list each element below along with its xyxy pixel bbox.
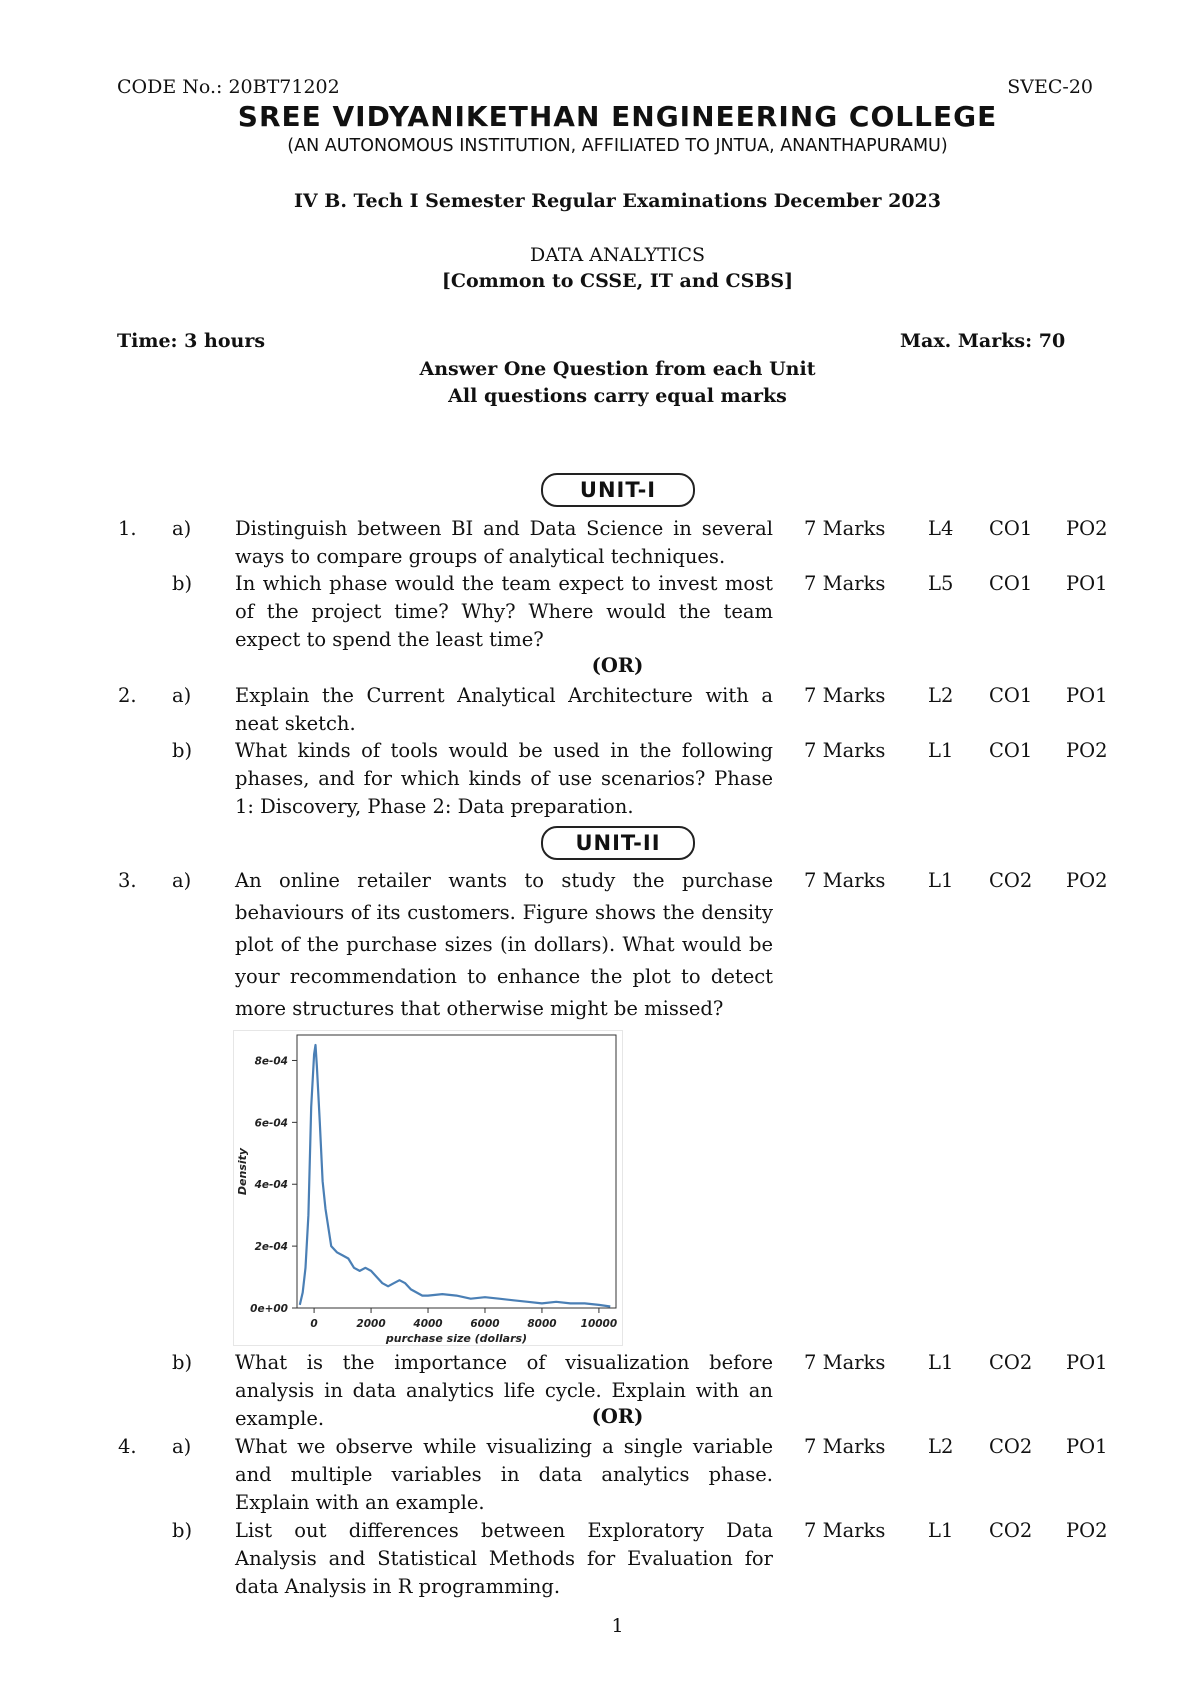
question-number-1: 1.: [118, 517, 137, 540]
q1a-level: L4: [928, 517, 954, 540]
q3a-po: PO2: [1066, 869, 1108, 892]
q4a-level: L2: [928, 1435, 954, 1458]
y-tick-label: 4e-04: [254, 1179, 288, 1192]
instruction-answer-one: Answer One Question from each Unit: [419, 358, 816, 380]
q3b-po: PO1: [1066, 1351, 1108, 1374]
q3b-co: CO2: [989, 1351, 1033, 1374]
x-axis-label: purchase size (dollars): [385, 1332, 528, 1345]
x-tick-label: 6000: [470, 1318, 500, 1330]
q1a-co: CO1: [989, 517, 1033, 540]
y-tick-label: 2e-04: [254, 1241, 288, 1254]
q1a-po: PO2: [1066, 517, 1108, 540]
max-marks: Max. Marks: 70: [900, 330, 1066, 352]
q4a-marks: 7 Marks: [804, 1435, 886, 1458]
question-number-4: 4.: [118, 1435, 137, 1458]
q3a-part: a): [172, 869, 192, 892]
q2b-part: b): [172, 739, 193, 762]
q3a-co: CO2: [989, 869, 1033, 892]
exam-duration: Time: 3 hours: [117, 330, 266, 352]
q4b-level: L1: [928, 1519, 954, 1542]
q3a-marks: 7 Marks: [804, 869, 886, 892]
q4b-marks: 7 Marks: [804, 1519, 886, 1542]
q2a-level: L2: [928, 684, 954, 707]
x-tick-label: 4000: [413, 1318, 443, 1330]
q4b-text: List out differences between Exploratory Data Analysis and Statistical Methods for Evaluation for data Analysis in R programming.: [235, 1519, 773, 1598]
subject-title: DATA ANALYTICS: [529, 244, 706, 266]
q2a-marks: 7 Marks: [804, 684, 886, 707]
q2a-text: Explain the Current Analytical Architecture with a neat sketch.: [235, 684, 773, 735]
x-tick-label: 10000: [580, 1318, 618, 1330]
q1a-marks: 7 Marks: [804, 517, 886, 540]
q4a-co: CO2: [989, 1435, 1033, 1458]
q3a-level: L1: [928, 869, 954, 892]
q4a-part: a): [172, 1435, 192, 1458]
y-axis-label: Density: [236, 1147, 249, 1196]
y-tick-label: 0e+00: [250, 1303, 288, 1315]
q1b-level: L5: [928, 572, 954, 595]
paper-code: CODE No.: 20BT71202: [117, 76, 340, 98]
q1a-text: Distinguish between BI and Data Science in several ways to compare groups of analytical techniques.: [235, 517, 773, 568]
q1b-po: PO1: [1066, 572, 1108, 595]
or-separator-unit2: (OR): [591, 1405, 644, 1428]
q4b-po: PO2: [1066, 1519, 1108, 1542]
y-tick-label: 6e-04: [254, 1117, 288, 1130]
x-tick-label: 0: [310, 1318, 318, 1330]
exam-title: IV B. Tech I Semester Regular Examinations December 2023: [294, 190, 941, 212]
q2b-po: PO2: [1066, 739, 1108, 762]
q2a-part: a): [172, 684, 192, 707]
q4a-po: PO1: [1066, 1435, 1108, 1458]
density-plot-figure: [233, 1030, 623, 1346]
regulation-code: SVEC-20: [1007, 76, 1093, 98]
y-tick-label: 8e-04: [254, 1055, 288, 1068]
q3b-text: What is the importance of visualization before analysis in data analytics life cycle. Explain with an example.: [235, 1351, 773, 1430]
q4b-co: CO2: [989, 1519, 1033, 1542]
q3b-level: L1: [928, 1351, 954, 1374]
q1b-text: In which phase would the team expect to invest most of the project time? Why? Where would the team expect to spend the least time?: [235, 572, 773, 651]
q2a-po: PO1: [1066, 684, 1108, 707]
or-separator-unit1: (OR): [591, 654, 644, 677]
q3a-text: An online retailer wants to study the purchase behaviours of its customers. Figure shows the density plot of the purchase sizes (in dollars). What would be your recommendation to enhance the plot to detect more structures that otherwise might be missed?: [235, 869, 773, 1020]
x-tick-label: 8000: [527, 1318, 557, 1330]
q3b-part: b): [172, 1351, 193, 1374]
q2b-text: What kinds of tools would be used in the following phases, and for which kinds of use scenarios? Phase 1: Discovery, Phase 2: Data preparation.: [235, 739, 773, 818]
unit-1-heading: UNIT-I: [541, 473, 695, 507]
instruction-equal-marks: All questions carry equal marks: [448, 385, 787, 407]
q3b-marks: 7 Marks: [804, 1351, 886, 1374]
q1b-part: b): [172, 572, 193, 595]
plot-panel: [297, 1035, 616, 1308]
q4b-part: b): [172, 1519, 193, 1542]
q2a-co: CO1: [989, 684, 1033, 707]
q1b-co: CO1: [989, 572, 1033, 595]
q2b-level: L1: [928, 739, 954, 762]
question-number-2: 2.: [118, 684, 137, 707]
common-branches: [Common to CSSE, IT and CSBS]: [441, 270, 794, 292]
q4a-text: What we observe while visualizing a single variable and multiple variables in data analytics phase. Explain with an example.: [235, 1435, 773, 1514]
college-name: SREE VIDYANIKETHAN ENGINEERING COLLEGE: [237, 100, 998, 133]
x-tick-label: 2000: [356, 1318, 386, 1330]
q1a-part: a): [172, 517, 192, 540]
college-affiliation: (AN AUTONOMOUS INSTITUTION, AFFILIATED TO JNTUA, ANANTHAPURAMU): [287, 136, 948, 156]
density-plot: [233, 1030, 623, 1346]
q2b-marks: 7 Marks: [804, 739, 886, 762]
q1b-marks: 7 Marks: [804, 572, 886, 595]
question-number-3: 3.: [118, 869, 137, 892]
unit-2-heading: UNIT-II: [541, 826, 695, 860]
page-number: 1: [611, 1615, 624, 1637]
q2b-co: CO1: [989, 739, 1033, 762]
